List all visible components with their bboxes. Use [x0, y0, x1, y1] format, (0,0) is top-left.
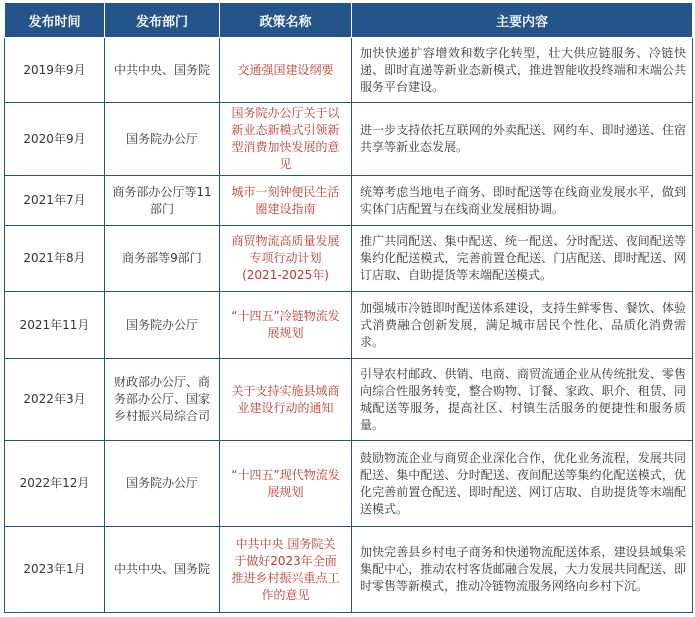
table-row [5, 103, 693, 176]
table-row [5, 226, 693, 292]
content-cell: 加快完善县乡村电子商务和快递物流配送体系，建设县域集采集配中心，推动农村客货邮融合发展，大力发展共同配送、即时零售等新模式，推动冷链物流服务网络向乡村下沉。 [352, 527, 693, 613]
header-main-content: 主要内容 [352, 3, 693, 38]
department-cell: 国务院办公厅 [105, 103, 220, 176]
table-row [5, 527, 693, 613]
policy-name-cell: “十四五”现代物流发展规划 [220, 441, 352, 527]
table-row [5, 292, 693, 359]
content-cell: 加快快递扩容增效和数字化转型，壮大供应链服务、冷链快递、即时直递等新业态新模式，推进智能收投终端和末端公共服务平台建设。 [352, 38, 693, 103]
policy-name-cell: 交通强国建设纲要 [220, 38, 352, 103]
date-cell: 2022年12月 [5, 441, 105, 527]
content-cell: 统筹考虑当地电子商务、即时配送等在线商业发展水平，做到实体门店配置与在线商业发展相协调。 [352, 176, 693, 226]
date-cell: 2021年11月 [5, 292, 105, 359]
header-policy-name: 政策名称 [220, 3, 352, 38]
policy-name-cell: 关于支持实施县域商业建设行动的通知 [220, 359, 352, 441]
content-cell: 加强城市冷链即时配送体系建设，支持生鲜零售、餐饮、体验式消费融合创新发展，满足城市居民个性化、品质化消费需求。 [352, 292, 693, 359]
content-cell: 鼓励物流企业与商贸企业深化合作，优化业务流程，发展共同配送、集中配送、分时配送、夜间配送等集约化配送模式，优化完善前置仓配送、即时配送、网订店取、自助提货等末端配送模式。 [352, 441, 693, 527]
date-cell: 2023年1月 [5, 527, 105, 613]
policy-name-cell: 城市一刻钟便民生活圈建设指南 [220, 176, 352, 226]
policy-name-cell: 商贸物流高质量发展专项行动计划(2021-2025年) [220, 226, 352, 292]
department-cell: 商务部等9部门 [105, 226, 220, 292]
content-cell: 进一步支持依托互联网的外卖配送、网约车、即时递送、住宿共享等新业态发展。 [352, 103, 693, 176]
department-cell: 国务院办公厅 [105, 441, 220, 527]
department-cell: 财政部办公厅、商务部办公厅、国家乡村振兴局综合司 [105, 359, 220, 441]
date-cell: 2019年9月 [5, 38, 105, 103]
policy-name-cell: 中共中央 国务院关于做好2023年全面推进乡村振兴重点工作的意见 [220, 527, 352, 613]
content-cell: 引导农村邮政、供销、电商、商贸流通企业从传统批发、零售向综合性服务转变，整合购物、订餐、家政、职介、租赁、同城配送等服务，提高社区、村镇生活服务的便捷性和服务质量。 [352, 359, 693, 441]
department-cell: 商务部办公厅等11部门 [105, 176, 220, 226]
table-row [5, 359, 693, 441]
table-row [5, 38, 693, 103]
date-cell: 2021年7月 [5, 176, 105, 226]
department-cell: 中共中央、国务院 [105, 527, 220, 613]
header-department: 发布部门 [105, 3, 220, 38]
department-cell: 国务院办公厅 [105, 292, 220, 359]
table-row [5, 441, 693, 527]
header-row [5, 3, 693, 38]
date-cell: 2022年3月 [5, 359, 105, 441]
department-cell: 中共中央、国务院 [105, 38, 220, 103]
content-cell: 推广共同配送、集中配送、统一配送、分时配送、夜间配送等集约化配送模式，完善前置仓配送、门店配送、即时配送、网订店取、自助提货等末端配送模式。 [352, 226, 693, 292]
date-cell: 2020年9月 [5, 103, 105, 176]
policy-name-cell: “十四五”冷链物流发展规划 [220, 292, 352, 359]
table-row [5, 176, 693, 226]
policy-name-cell: 国务院办公厅关于以新业态新模式引领新型消费加快发展的意见 [220, 103, 352, 176]
header-date: 发布时间 [5, 3, 105, 38]
date-cell: 2021年8月 [5, 226, 105, 292]
policy-table [4, 2, 693, 613]
